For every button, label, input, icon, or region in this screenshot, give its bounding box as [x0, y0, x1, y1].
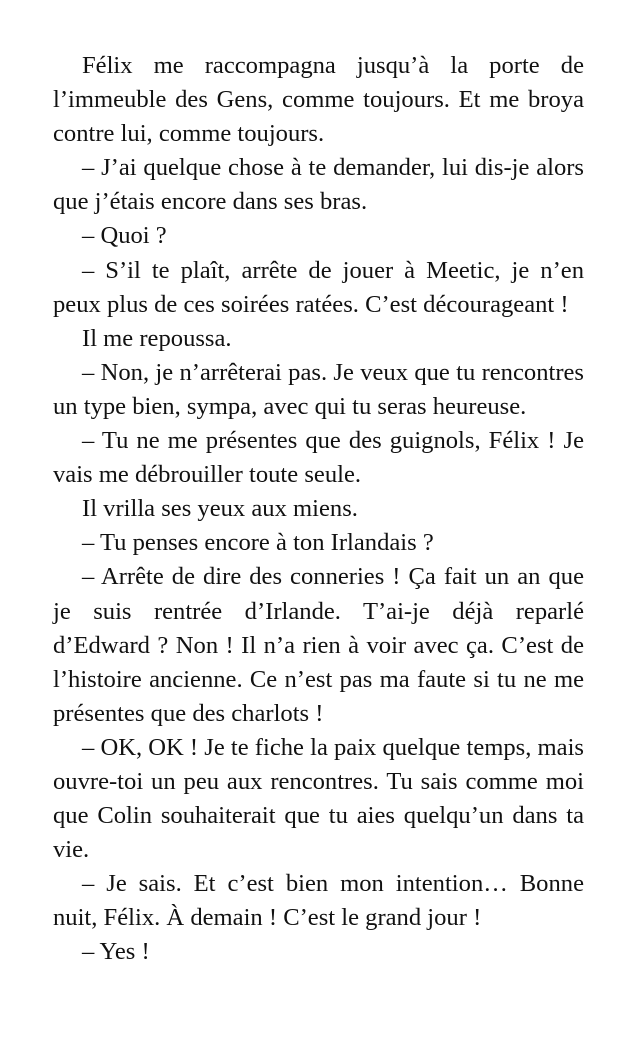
book-page-text — [53, 49, 584, 970]
paragraph-dialogue: – Non, je n’arrêterai pas. Je veux que tu rencontres un type bien, sympa, avec qui tu seras heureuse. — [53, 358, 584, 420]
paragraph-dialogue: – Quoi ? — [82, 222, 167, 250]
paragraph-narration: Félix me raccompagna jusqu’à la porte de l’immeuble des Gens, comme toujours. Et me broya contre lui, comme toujours. — [53, 52, 584, 148]
paragraph-dialogue: – OK, OK ! Je te fiche la paix quelque temps, mais ouvre-toi un peu aux rencontres. Tu sais comme moi que Colin souhaiterait que tu aies quelqu’un dans ta vie. — [53, 733, 584, 864]
paragraph-dialogue: – Yes ! — [82, 938, 150, 966]
paragraph-dialogue: – S’il te plaît, arrête de jouer à Meetic, je n’en peux plus de ces soirées ratées. C’est décourageant ! — [53, 256, 584, 318]
paragraph-dialogue: – J’ai quelque chose à te demander, lui dis-je alors que j’étais encore dans ses bras. — [53, 154, 584, 216]
paragraph-narration: Il vrilla ses yeux aux miens. — [82, 495, 358, 523]
paragraph-dialogue: – Tu ne me présentes que des guignols, Félix ! Je vais me débrouiller toute seule. — [53, 427, 584, 489]
paragraph-dialogue: – Je sais. Et c’est bien mon intention… Bonne nuit, Félix. À demain ! C’est le grand jour ! — [53, 870, 584, 932]
paragraph-dialogue: – Arrête de dire des conneries ! Ça fait un an que je suis rentrée d’Irlande. T’ai-je déjà reparlé d’Edward ? Non ! Il n’a rien à voir avec ça. C’est de l’histoire ancienne. Ce n’est pas ma faute si tu ne me présentes que des charlots ! — [53, 563, 584, 727]
paragraph-dialogue: – Tu penses encore à ton Irlandais ? — [82, 529, 434, 557]
paragraph-narration: Il me repoussa. — [82, 324, 232, 352]
